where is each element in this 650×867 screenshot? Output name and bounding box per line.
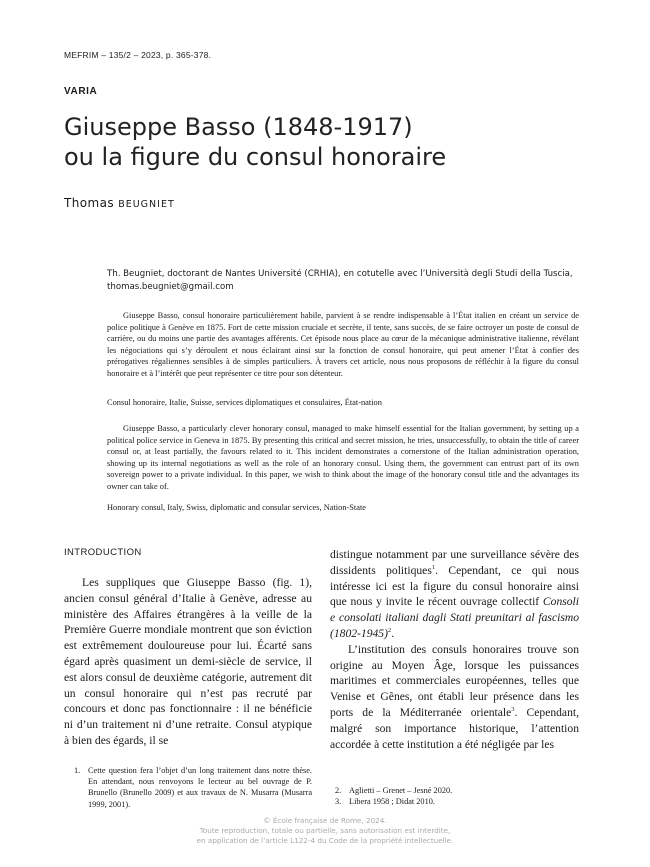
section-heading: INTRODUCTION [64, 547, 142, 558]
abstract-french [107, 310, 579, 380]
journal-reference: MEFRIM – 135/2 – 2023, p. 365-378. [64, 50, 212, 60]
body-paragraph-3 [330, 642, 579, 753]
footnotes-right [335, 785, 579, 807]
copyright-line-3: en application de l’article L122-4 du Code de la propriété intellectuelle. [196, 836, 454, 845]
footnote-3 [335, 796, 579, 807]
footnote-ref-2[interactable]: 2 [387, 627, 392, 635]
body-paragraph-1: Les suppliques que Giuseppe Basso (fig. 1), ancien consul général d’Italie à Genève, adresse au ministère des Affaires étrangères à la veille de la Première Guerre mondiale montrent que son éviction est extrêmement douloureuse pour lui. Écarté sans égard après quasiment un demi-siècle de service, il est alors consul de deuxième catégorie, autrement dit un consul honoraire qui n’est pas recruté par concours et donc pas fonctionnaire : il ne bénéficie ni d’un traitement ni d’une retraite. Consul atypique à bien des égards, il se [64, 576, 312, 747]
footnote-2-text: Aglietti – Grenet – Jesné 2020. [349, 786, 453, 795]
author-affiliation: Th. Beugniet, doctorant de Nantes Université (CRHIA), en cotutelle avec l’Università degli Studi della Tuscia, thomas.beugniet@gmail.com [107, 269, 573, 292]
footnote-2 [335, 785, 579, 796]
paragraph-3-text-b: . Cependant, malgré son importance historique, l’attention accordée à cette institution a été négligée par les [330, 705, 579, 751]
copyright-notice [150, 816, 500, 846]
author-name [64, 196, 175, 210]
paragraph-2-text-a: distingue notamment par une surveillance sévère des dissidents politiques [330, 548, 579, 577]
cited-book-title: Consoli e consolati italiani dagli Stati preunitari al fascismo (1802-1945) [330, 595, 579, 640]
section-label: VARIA [64, 86, 98, 97]
copyright-line-2: Toute reproduction, totale ou partielle, sans autorisation est interdite, [199, 826, 451, 835]
body-column-right [330, 547, 579, 752]
footnote-2-number: 2. [335, 786, 342, 795]
author-last-name: BEUGNIET [118, 199, 175, 210]
footnote-3-text: Libera 1958 ; Didat 2010. [349, 797, 435, 807]
footnote-1 [64, 765, 312, 810]
keywords-english: Honorary consul, Italy, Swiss, diplomatic and consular services, Nation-State [107, 503, 367, 512]
paragraph-2-text-b: . Cependant, ce qui nous intéresse ici est la figure du consul honoraire ainsi que nous y invite le récent ouvrage collectif [330, 563, 579, 609]
article-title [64, 112, 604, 172]
footnote-3-number: 3. [335, 797, 342, 807]
abstract-english-text: Giuseppe Basso, a particularly clever honorary consul, managed to make himself essential for the Italian government, by setting up a political police service in Geneva in 1875. By presenting this critical and secret mission, he tries, unsuccessfully, to obtain the title of career consul or, at least partially, the favours related to it. This incident demonstrates a cornerstone of the Italian administration operation, showing up its internal negotiations as well as the role of an honorary consul. Using them, the government can entrust part of its own sovereign power to a private individual. In this paper, we wish to think about the image of the honorary consul title and the advantages its owner can take of. [107, 424, 579, 491]
title-line-2: ou la figure du consul honoraire [64, 143, 447, 171]
paragraph-2-text-c: . [391, 626, 395, 640]
footnote-1-number: 1. [74, 766, 81, 775]
abstract-english [107, 423, 579, 493]
body-column-left [64, 547, 312, 749]
author-first-name: Thomas [64, 196, 114, 210]
title-line-1: Giuseppe Basso (1848-1917) [64, 113, 413, 141]
abstract-french-text: Giuseppe Basso, consul honoraire particulièrement habile, parvient à se rendre indispensable à l’État italien en créant un service de police politique à Genève en 1875. Fort de cette mission cruciale et secrète, il tente, sans succès, de se faire octroyer un poste de consul de carrière, ou du moins une partie des avantages afférents. Cet épisode nous place au cœur de la mécanique administrative italienne, révélant les négociations qui s’y déroulent et nous éclairant ainsi sur la fonction de consul honoraire, qui peut amener l’État à confier des prérogatives régaliennes sensibles à de simples particuliers. À travers cet article, nous nous proposons de réfléchir à la figure du consul honoraire et à l’intérêt que peut représenter ce titre pour son détenteur. [107, 311, 579, 378]
body-paragraph-2 [330, 547, 579, 642]
footnote-1-text: Cette question fera l’objet d’un long traitement dans notre thèse. En attendant, nous renvoyons le lecteur au bel ouvrage de P. Brunello (Brunello 2009) et aux travaux de N. Musarra (Musarra 1999, 2001). [88, 766, 312, 809]
footnote-ref-1[interactable]: 1 [431, 563, 436, 571]
paragraph-3-text-a: L’institution des consuls honoraires trouve son origine au Moyen Âge, lorsque les puissances maritimes et commerciales européennes, telles que Venise et Gênes, ont établi leur présence dans les ports de la Méditerranée orientale [330, 642, 579, 719]
copyright-line-1: © École française de Rome, 2024. [263, 816, 387, 825]
footnote-ref-3[interactable]: 3 [511, 706, 515, 714]
keywords-french: Consul honoraire, Italie, Suisse, services diplomatiques et consulaires, État-nation [107, 398, 382, 407]
